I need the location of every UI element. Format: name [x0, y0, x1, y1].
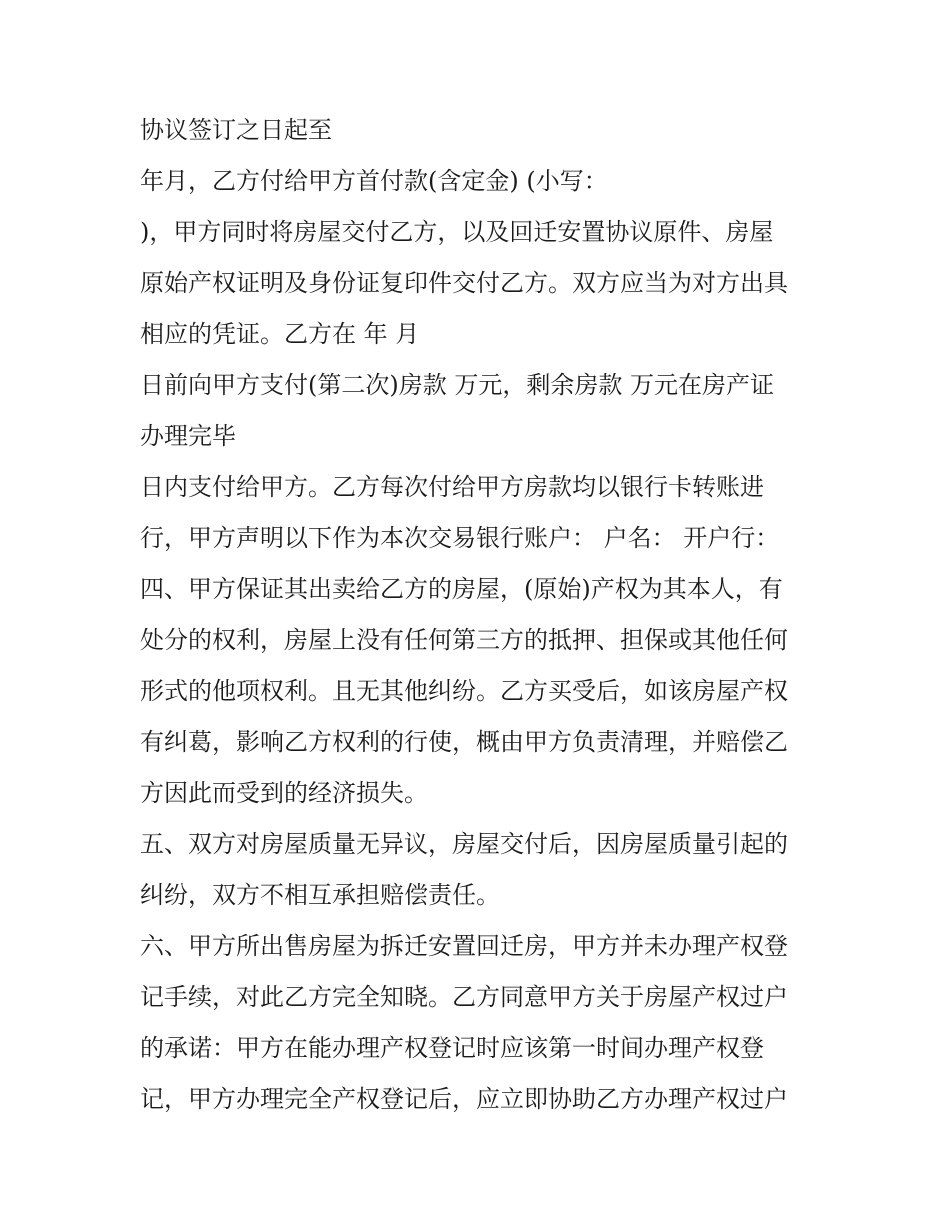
text-line: 行，甲方声明以下作为本次交易银行账户： 户名： 开户行： [140, 524, 780, 552]
text-line: 年月，乙方付给甲方首付款(含定金) (小写： [140, 167, 608, 195]
text-line: 办理完毕 [140, 422, 236, 450]
text-line: 形式的他项权利。且无其他纠纷。乙方买受后，如该房屋产权 [140, 677, 788, 705]
text-line: 的承诺：甲方在能办理产权登记时应该第一时间办理产权登 [140, 1034, 764, 1062]
text-line: 有纠葛，影响乙方权利的行使，概由甲方负责清理，并赔偿乙 [140, 728, 788, 756]
text-line: )，甲方同时将房屋交付乙方，以及回迁安置协议原件、房屋 [140, 218, 774, 246]
text-line: 处分的权利，房屋上没有任何第三方的抵押、担保或其他任何 [140, 626, 788, 654]
text-line: 纠纷，双方不相互承担赔偿责任。 [140, 881, 500, 909]
text-line: 方因此而受到的经济损失。 [140, 779, 428, 807]
document-body [140, 108, 840, 1128]
text-line: 日前向甲方支付(第二次)房款 万元，剩余房款 万元在房产证 [140, 371, 774, 399]
text-line: 记，甲方办理完全产权登记后，应立即协助乙方办理产权过户 [140, 1085, 788, 1113]
text-line: 协议签订之日起至 [140, 116, 332, 144]
text-line: 五、双方对房屋质量无异议，房屋交付后，因房屋质量引起的 [140, 830, 788, 858]
text-line: 记手续，对此乙方完全知晓。乙方同意甲方关于房屋产权过户 [140, 983, 788, 1011]
text-line: 四、甲方保证其出卖给乙方的房屋，(原始)产权为其本人，有 [140, 575, 783, 603]
text-line: 六、甲方所出售房屋为拆迁安置回迁房，甲方并未办理产权登 [140, 932, 788, 960]
text-line: 相应的凭证。乙方在 年 月 [140, 320, 420, 348]
text-line: 日内支付给甲方。乙方每次付给甲方房款均以银行卡转账进 [140, 473, 764, 501]
text-line: 原始产权证明及身份证复印件交付乙方。双方应当为对方出具 [140, 269, 788, 297]
